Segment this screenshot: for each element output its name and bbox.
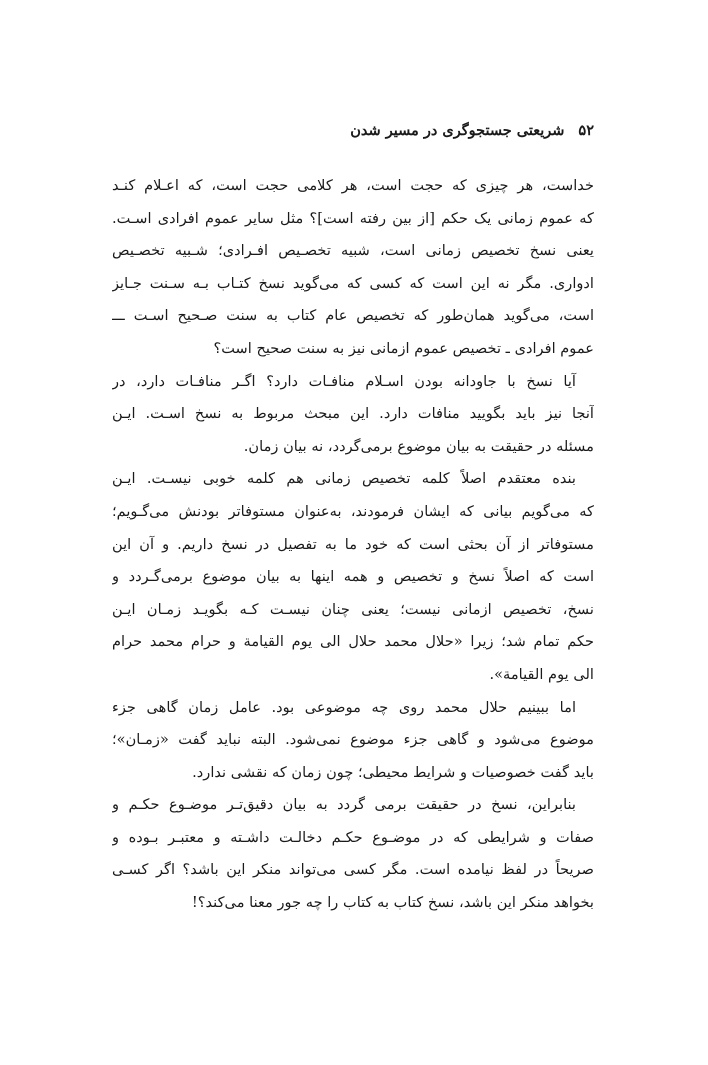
- text-line: حکم تمام شد؛ زیرا «حلال محمد حلال الی یوم القیامة و حرام محمد حرام: [112, 633, 594, 651]
- text-line: موضوع می‌شود و گاهی جزء موضوع نمی‌شود. البته نباید گفت «زمـان»؛: [112, 731, 594, 749]
- text-line: بخواهد منکر این باشد، نسخ کتاب به کتاب را چه جور معنا می‌کند؟!: [191, 894, 594, 912]
- text-line: ادواری. مگر نه این است که کسی که می‌گوید نسخ کتـاب بـه سـنت جـایز: [112, 274, 594, 292]
- text-line: خداست، هر چیزی که حجت است، هر کلامی حجت است، که اعـلام کنـد: [112, 177, 594, 194]
- text-line: باید گفت خصوصیات و شرایط محیطی؛ چون زمان که نقشی ندارد.: [192, 763, 594, 781]
- text-line: که می‌گویم بیانی که ایشان فرمودند، به‌عنوان مستوفاتر بودنش می‌گـویم؛: [112, 502, 594, 520]
- text-line: یعنی نسخ تخصیص زمانی است، شبیه تخصـیص افـرادی؛ شـبیه تخصـیص: [112, 242, 594, 260]
- text-line: مستوفاتر از آن بحثی است که خود ما به تفصیل در نسخ داریم. و آن این: [112, 535, 594, 553]
- text-line: الی یوم القیامة».: [489, 665, 594, 683]
- text-line: که عموم زمانی یک حکم [از بین رفته است]؟ مثل سایر عموم افرادی اسـت.: [112, 209, 594, 227]
- paragraph: [112, 692, 594, 790]
- paragraph: [112, 170, 594, 366]
- text-line: عموم افرادی ـ تخصیص عموم ازمانی نیز به سنت صحیح است؟: [213, 339, 594, 357]
- text-line: صریحاً در لفظ نیامده است. مگر کسی می‌تواند منکر این باشد؟ اگر کسـی: [112, 861, 594, 879]
- text-line: بنابراین، نسخ در حقیقت برمی گردد به بیان دقیق‌تـر موضـوع حکـم و: [112, 796, 576, 814]
- running-header: [112, 117, 594, 143]
- text-line: آیا نسخ با جاودانه بودن اسـلام منافـات دارد؟ اگـر منافـات دارد، در: [112, 372, 576, 390]
- body-text: [112, 170, 594, 920]
- text-line: است که اصلاً نسخ و تخصیص و همه اینها به بیان موضوع برمی‌گـردد و: [112, 568, 594, 586]
- text-line: مسئله در حقیقت به بیان موضوع برمی‌گردد، نه بیان زمان.: [243, 437, 594, 455]
- paragraph: [112, 789, 594, 919]
- text-line: صفات و شرایطی که در موضـوع حکـم دخالـت داشـته و معتبـر بـوده و: [112, 828, 594, 846]
- paragraph: [112, 366, 594, 464]
- text-line: بنده معتقدم اصلاً کلمه تخصیص زمانی هم کلمه خوبی نیسـت. ایـن: [112, 470, 576, 488]
- paragraph: [112, 463, 594, 691]
- text-line: آنجا نیز باید بگویید منافات دارد. این مبحث مربوط به نسخ اسـت. ایـن: [112, 405, 594, 423]
- text-line: اما ببینیم حلال محمد روی چه موضوعی بود. عامل زمان گاهی جزء: [112, 698, 576, 716]
- text-line: است، می‌گوید همان‌طور که تخصیص عام کتاب به سنت صـحیح اسـت ـــ: [112, 307, 594, 325]
- text-line: نسخ، تخصیص ازمانی نیست؛ یعنی چنان نیسـت کـه بگویـد زمـان ایـن: [112, 600, 594, 618]
- running-title: شریعتی جستجوگری در مسیر شدن: [350, 121, 565, 139]
- page-number: ۵۲: [578, 121, 594, 139]
